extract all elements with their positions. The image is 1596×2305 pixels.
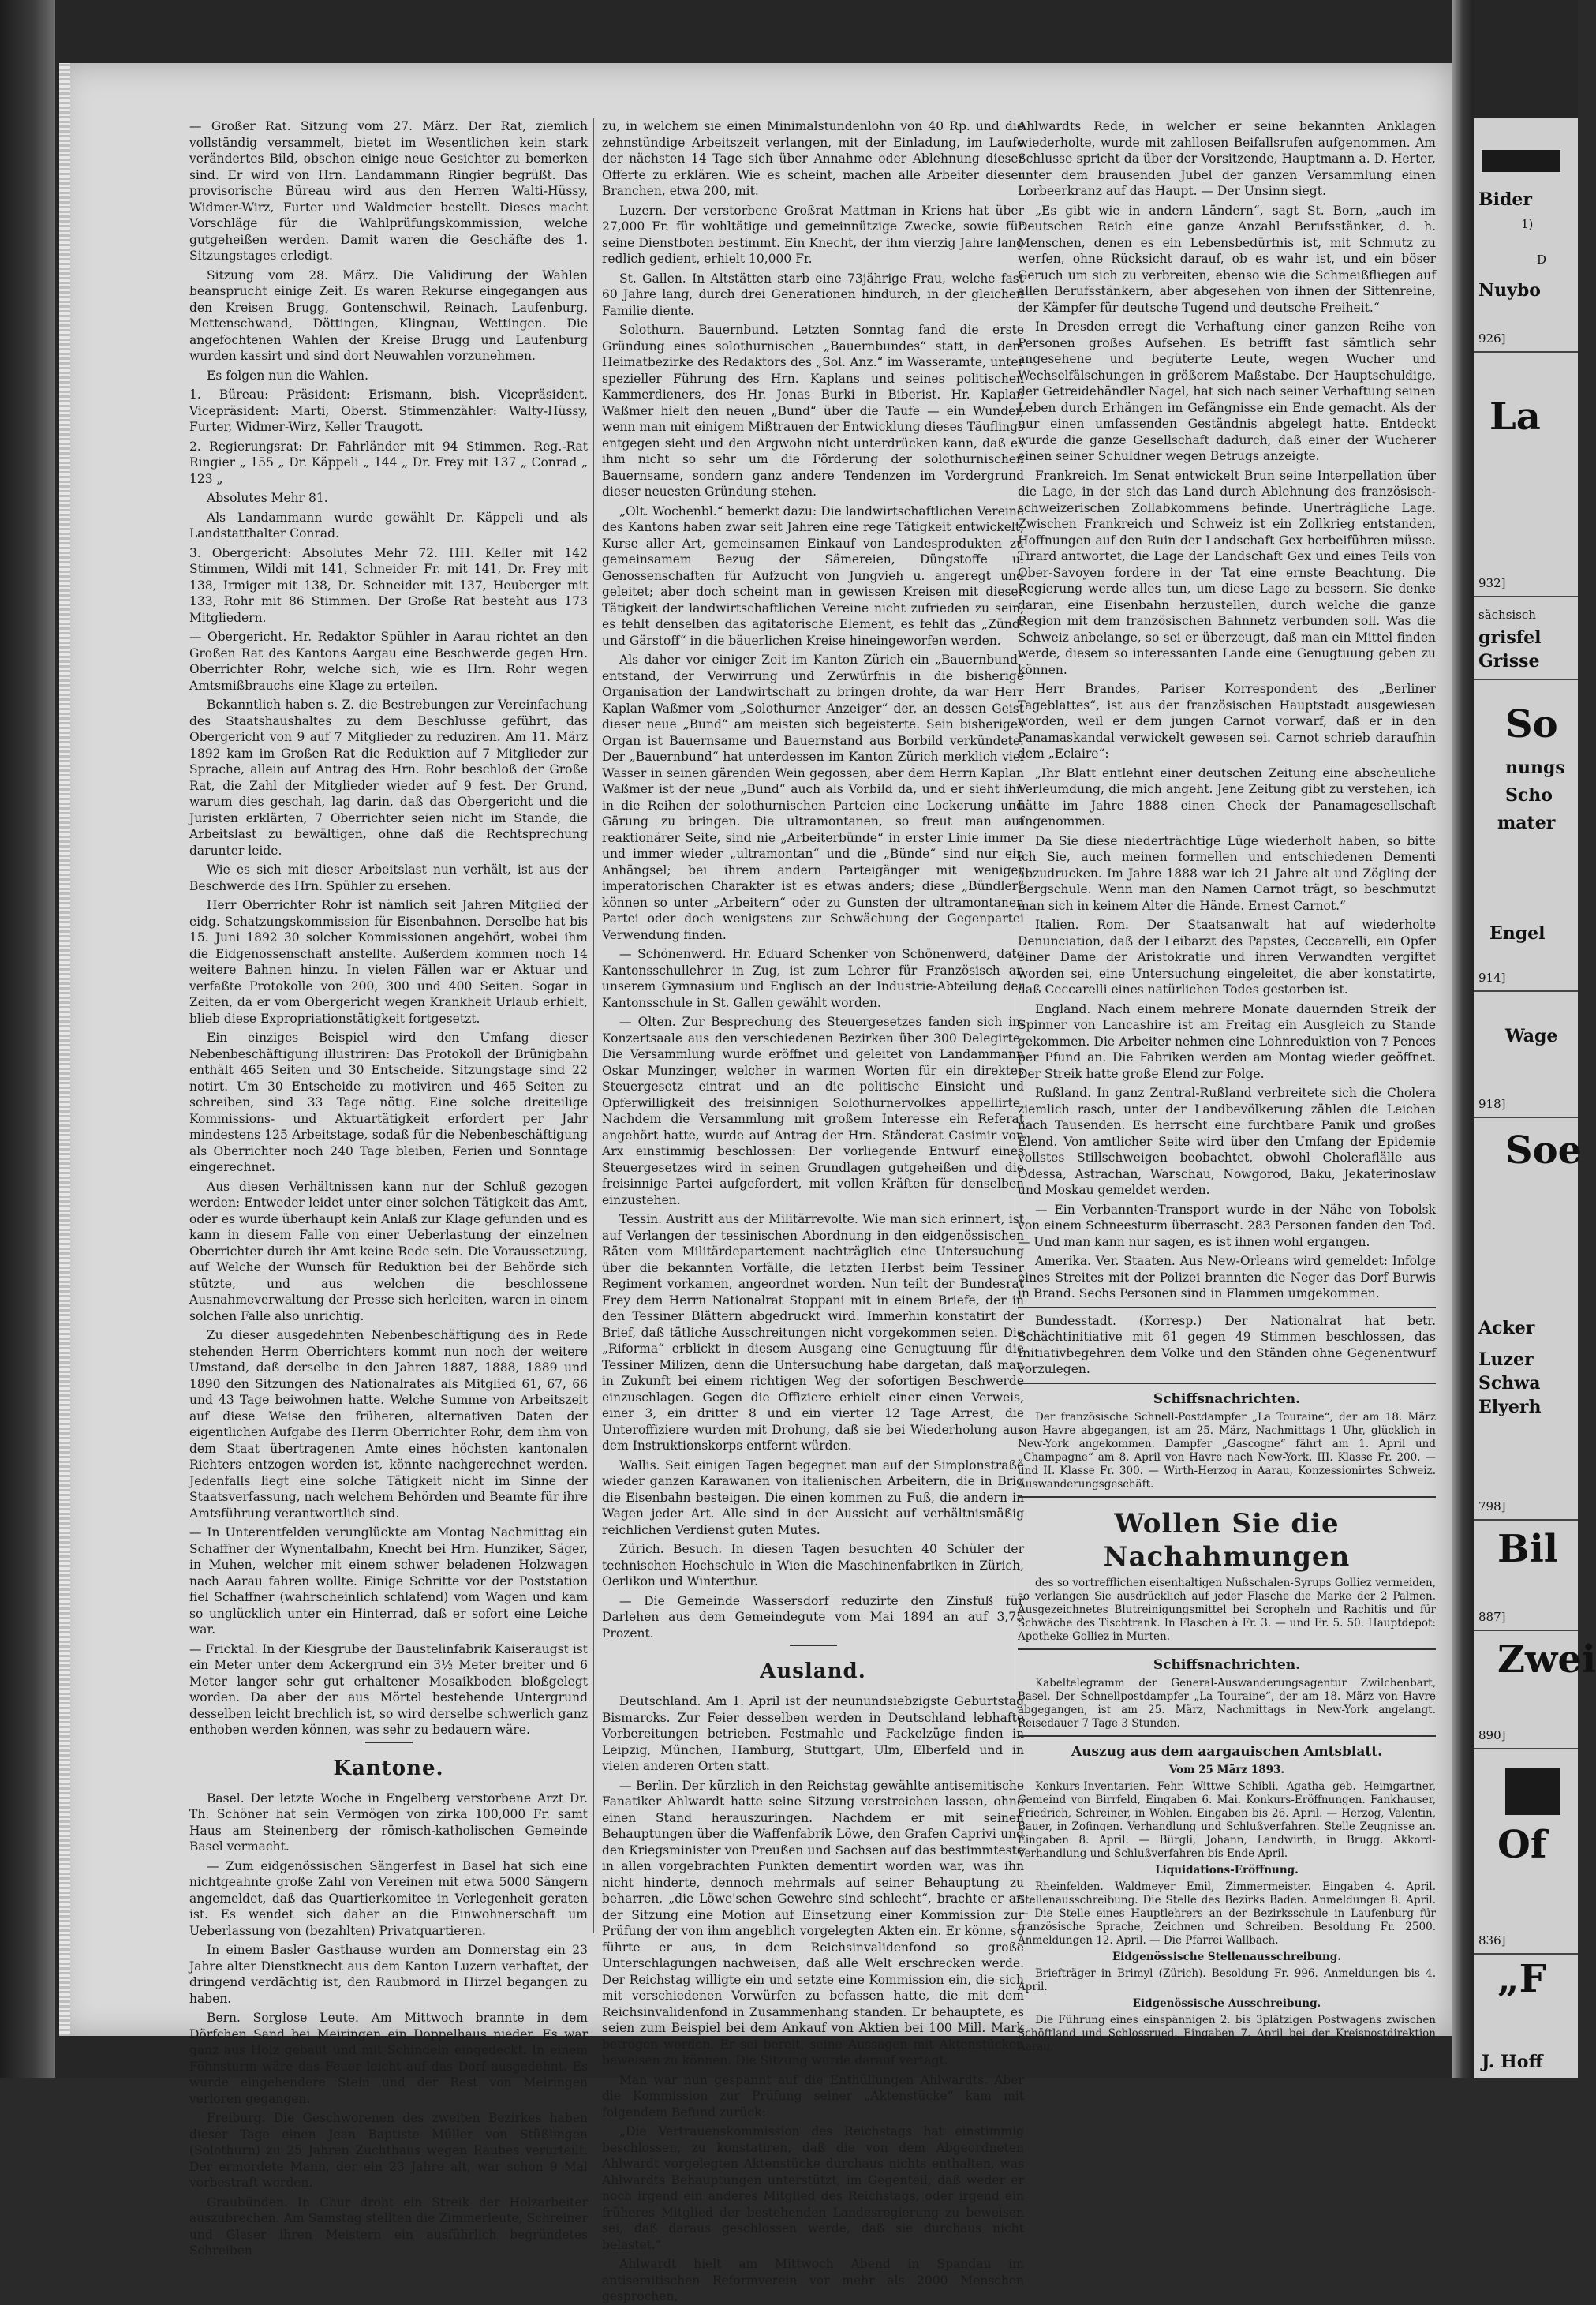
rule	[1474, 990, 1578, 992]
ad-subtitle: Eidgenössische Stellenausschreibung.	[1112, 1950, 1342, 1963]
paragraph: Graubünden. In Chur droht ein Streik der Holzarbeiter auszubrechen. Am Samstag stellten die Zimmerleute, Schreiner und Glaser ihren Meistern ein ausführlich begründetes Schreiben	[189, 2195, 588, 2258]
ad-text: Die Führung eines einspännigen 2. bis 3plätzigen Postwagens zwischen Schöftland und Schlossrued. Eingaben 7. April bei der Kreispostdirektion Aarau.	[1018, 2013, 1436, 2053]
paragraph: 3. Obergericht: Absolutes Mehr 72. HH. Keller mit 142 Stimmen, Wildi mit 141, Schneider Fr. mit 141, Dr. Frey mit 138, Irmiger mit 138, Dr. Schneider mit 137, Heuberger mit 133, Rohr mit 86 Stimmen. Der Große Rat besteht aus 173 Mitgliedern.	[189, 545, 588, 625]
paragraph: Bern. Sorglose Leute. Am Mittwoch brannte in dem Dörfchen Sand bei Meiringen ein Doppelhaus nieder. Es war ganz aus Holz gebaut und mit Schindeln eingedeckt. In einem Föhnsturm wäre das Feuer leicht auf das Dorf ausgedehnt. Es wurde eingehendere Stein und der Rest von Meiringen verloren gegangen.	[189, 2011, 588, 2106]
paragraph: Solothurn. Bauernbund. Letzten Sonntag fand die erste Gründung eines solothurnischen „Bauernbundes“ statt, in dem Heimatbezirke des Redaktors des „Sol. Anz.“ im Wasseramte, unter spezieller Führung des Hrn. Kaplans und seines politischen Kammerdieners, des Hr. Jonas Burki in Biberist. Hr. Kaplan Waßmer hielt den neuen „Bund“ über die Taufe — ein Wunder, wenn man mit einigem Mißtrauen der Entwicklung dieses Täuflings entgegen sieht und den Argwohn nicht unterdrücken kann, daß es ihm nicht so sehr um die Förderung der solothurnischen Bauernsame, sondern ganz andere Tendenzen im Vordergrund dieser neuesten Gründung stehen.	[602, 323, 1024, 499]
fragment-text: sächsisch	[1478, 608, 1536, 622]
paragraph: — Zum eidgenössischen Sängerfest in Basel hat sich eine nichtgeahnte große Zahl von Vereinen mit etwa 5000 Sängern angemeldet, daß das Quartierkomitee in Verlegenheit geraten ist. Es wendet sich daher an die Einwohnerschaft um Ueberlassung von (bezahlten) Privatquartieren.	[189, 1858, 588, 1938]
fragment-text: grisfel	[1478, 627, 1542, 648]
paragraph: Herr Oberrichter Rohr ist nämlich seit Jahren Mitglied der eidg. Schatzungskommission für Eisenbahnen. Derselbe hat bis 15. Juni 1892 30 solcher Kommissionen angehört, wobei ihm die Eidgenossenschaft anstellte. Außerdem kommen noch 14 weitere Bahnen hinzu. In vielen Fällen war er Aktuar und verfaßte Protokolle von 200, 300 und 400 Seiten. Sogar in Zeiten, da er vom Obergericht wegen Krankheit Urlaub erhielt, blieb diese Expropriationstätigkeit fortgesetzt.	[189, 898, 588, 1026]
paragraph: Man war nun gespannt auf die Enthüllungen Ahlwardts. Aber die Kommission zur Prüfung seiner „Aktenstücke“ kam mit folgendem Befund zurück:	[602, 2072, 1024, 2120]
paragraph: St. Gallen. In Altstätten starb eine 73jährige Frau, welche fast 60 Jahre lang, durch drei Generationen hindurch, in der gleichen Familie diente.	[602, 271, 1024, 318]
ad-headline: Wollen Sie die Nachahmungen	[1103, 1507, 1351, 1573]
paragraph: England. Nach einem mehrere Monate dauernden Streik der Spinner von Lancashire ist am Freitag ein Ausgleich zu Stande gekommen. Die Arbeiter nehmen eine Lohnreduktion von 7 Pences per Pfund an. Die Fabriken werden am Montag wieder geöffnet. Der Streik hatte große Elend zur Folge.	[1018, 1001, 1436, 1081]
paragraph: — Obergericht. Hr. Redaktor Spühler in Aarau richtet an den Großen Rat des Kantons Aargau eine Beschwerde gegen Hrn. Oberrichter Rohr, welche sich, wie es Hrn. Rohr wegen Amtsmißbrauchs eine Klage zu erteilen.	[189, 630, 588, 693]
paragraph: zu, in welchem sie einen Minimalstundenlohn von 40 Rp. und die zehnstündige Arbeitszeit verlangen, mit der Einladung, im Laufe der nächsten 14 Tage sich über Annahme oder Ablehnung dieser Offerte zu erklären. Wie es scheint, machen alle Arbeiter dieser Branchen, etwa 200, mit.	[602, 119, 1024, 198]
paragraph: Freiburg. Die Geschworenen des zweiten Bezirkes haben dieser Tage einen Jean Baptiste Müller von Stüßlingen (Solothurn) zu 25 Jahren Zuchthaus wegen Raubes verurteilt. Der ermordete Mann, der ein 23 Jahre alt, war schon 9 Mal vorbestraft worden.	[189, 2111, 588, 2190]
paragraph: „Es gibt wie in andern Ländern“, sagt St. Born, „auch im Deutschen Reich eine ganze Anzahl Berufsstänker, d. h. Menschen, denen es ein Lebensbedürfnis ist, mit Schmutz zu werfen, ohne Rücksicht darauf, ob es wahr ist, und ein böser Geruch um sich zu verbreiten, ebenso wie die Schmeißfliegen auf allen Berufsstänkern, aber abgesehen von ihnen der Sittenreine, der Kämpfer für deutsche Tugend und deutsche Freiheit.“	[1018, 203, 1436, 315]
paragraph: Zu dieser ausgedehnten Nebenbeschäftigung des in Rede stehenden Herrn Oberrichters kommt nun noch der weitere Umstand, daß derselbe in den Jahren 1887, 1888, 1889 und 1890 den Sitzungen des Nationalrates als Mitglied 61, 67, 66 und 43 Tage beiwohnen hatte. Welche Summe von Arbeitszeit auf diese Weise den früheren, alternativen Daten der eigentlichen Aufgabe des Herrn Oberrichter Rohr, dem ihm von dem Staat übertragenen Amte eines höchsten kantonalen Richters entzogen worden ist, könnte nachgerechnet werden. Jedenfalls liegt eine solche Tätigkeit nicht im Sinne der Staatsverfassung, nach welchem Behörden und Beamte für ihre Amtsführung verantwortlich sind.	[189, 1328, 588, 1521]
fragment-text: La	[1489, 395, 1541, 439]
paragraph: — Ein Verbannten-Transport wurde in der Nähe von Tobolsk von einem Schneesturm überrascht. 283 Personen fanden den Tod. — Und man kann nur sagen, es ist ihnen wohl ergangen.	[1018, 1202, 1436, 1249]
rule	[1474, 596, 1578, 597]
ad-subtitle: Liquidations-Eröffnung.	[1155, 1863, 1299, 1877]
fragment-text: Of	[1497, 1823, 1547, 1867]
facing-page-fragment	[1474, 118, 1596, 2078]
fragment-text: 798]	[1478, 1499, 1506, 1514]
column-3	[1018, 118, 1436, 2053]
fragment-text: Bil	[1497, 1527, 1559, 1571]
ad-title: Auszug aus dem aargauischen Amtsblatt.	[1071, 1743, 1383, 1760]
paragraph: Rußland. In ganz Zentral-Rußland verbreitete sich die Cholera ziemlich rasch, unter der Landbevölkerung zählen die Leichen nach Tausenden. Es herrscht eine furchtbare Panik und großes Elend. Von amtlicher Seite wird über den Umfang der Epidemie vollstes Stillschweigen beobachtet, obwohl Choleraflälle aus Odessa, Astrachan, Warschau, Nowgorod, Baku, Jekaterinoslaw und Moskau gemeldet werden.	[1018, 1086, 1436, 1197]
advertisement-golliez	[1018, 1496, 1436, 1644]
paragraph: Da Sie diese niederträchtige Lüge wiederholt haben, so bitte ich Sie, auch meinen formellen und entschiedenen Dementi abzudrucken. Im Jahre 1888 war ich 21 Jahre alt und Zögling der Bergschule. Wenn man den Namen Carnot trägt, so beschmutzt man sich in keinem Alter die Hände. Ernest Carnot.“	[1018, 833, 1436, 913]
paragraph: Italien. Rom. Der Staatsanwalt hat auf wiederholte Denunciation, daß der Leibarzt des Papstes, Ceccarelli, ein Opfer einer Dame der Aristokratie und ihren Verwandten vergiftet worden sei, eine Untersuchung eingeleitet, die aber konstatirte, daß Ceccarelli eines natürlichen Todes gestorben ist.	[1018, 918, 1436, 997]
ad-text: Briefträger in Brimyl (Zürich). Besoldung Fr. 996. Anmeldungen bis 4. April.	[1018, 1966, 1436, 1993]
ad-text: Der französische Schnell-Postdampfer „La Touraine“, der am 18. März von Havre abgegangen, ist am 25. März, Nachmittags 1 Uhr, glücklich in New-York angekommen. Dampfer „Gascogne“ fährt am 1. April und „Champagne“ am 8. April von Havre nach New-York. III. Klasse Fr. 200. — und II. Klasse Fr. 300. — Wirth-Herzog in Aarau, Konzessionirtes Schweiz. Auswanderungsgeschäft.	[1018, 1410, 1436, 1491]
fragment-text: nungs	[1505, 758, 1565, 778]
fragment-text: Zwei	[1497, 1637, 1596, 1682]
ad-title: Schiffsnachrichten.	[1153, 1656, 1301, 1673]
paragraph: Bekanntlich haben s. Z. die Bestrebungen zur Vereinfachung des Staatshaushaltes zu dem Beschlusse geführt, das Obergericht von 9 auf 7 Mitglieder zu reduziren. Am 11. März 1892 kam im Großen Rat die Reduktion auf 7 Mitglieder zur Sprache, allein auf Antrag des Hrn. Rohr beschloß der Große Rat, die Zahl der Mitglieder wieder auf 9 fest. Der Grund, warum dies geschah, lag darin, daß das Obergericht und die Juristen erklärten, 7 Oberrichter seien nicht im Stande, die Arbeitslast zu bewältigen, ohne daß die Rechtsprechung darunter leide.	[189, 698, 588, 858]
fragment-text: Soe	[1505, 1128, 1583, 1173]
section-heading-ausland: Ausland.	[760, 1660, 866, 1683]
fragment-text: Grisse	[1478, 651, 1540, 672]
paragraph: Frankreich. Im Senat entwickelt Brun seine Interpellation über die Lage, in der sich das Land durch Ablehnung des französisch-schweizerischen Zollabkommens befinde. Unerträgliche Lage. Zwischen Frankreich und Schweiz ist ein Zollkrieg entstanden, Hoffnungen auf den Ruin der Landschaft Gex herbeiführen müsse. Tirard antwortet, die Lage der Landschaft Gex und eines Teils von Ober-Savoyen fordere in der Tat eine ernste Beachtung. Die Regierung werde alles tun, um diese Lage zu bessern. Sie denke daran, eine Eisenbahn herzustellen, durch welche die ganze Region mit dem französischen Bahnnetz verbunden soll. Was die Schweiz anbelange, so sei er überzeugt, daß man ein Mittel finden werde, diesem so interessanten Lande eine Genugtuung geben zu können.	[1018, 468, 1436, 677]
rule	[1474, 351, 1578, 353]
fragment-text: 914]	[1478, 971, 1506, 985]
rule	[1474, 1519, 1578, 1521]
paragraph: — Berlin. Der kürzlich in den Reichstag gewählte antisemitische Fanatiker Ahlwardt hatte seine Sitzung verstreichen lassen, ohne einen Stand herauszuringen. Nachdem er mit seinen Behauptungen über die Waffenfabrik Löwe, den Grafen Caprivi und den Kriegsminister von Preußen und Sachsen auf das bestimmteste in allen vorgebrachten Punkten dementirt worden war, was ihn nicht hinderte, dennoch mehrmals auf seiner Behauptung zu beharren, „die Löwe'schen Gewehre sind schlecht“, brachte er an der Sitzung eine Motion auf Einsetzung einer Kommission zur Prüfung der von ihm angeblich vorgelegten Akten ein. Er könne, so führte er aus, in dem Reichsinvalidenfond so große Unterschlagungen nachweisen, daß alle Welt erschrecken werde. Der Reichstag willigte ein und setzte eine Kommission ein, die sich mit verschiedenen Vorwürfen zu befassen hatte, die mit dem Reichsinvalidenfond in Zusammenhang standen. Er behauptete, es seien zum Beispiel bei dem Ankauf von Aktien bei 100 Mill. Mark betrogen worden. Er sei bereit, seine Aussagen mit Aktenstücken beweisen zu können. Die Sitzung wurde darauf vertagt.	[602, 1778, 1024, 2067]
section-heading-kantone: Kantone.	[333, 1756, 444, 1780]
paragraph: Luzern. Der verstorbene Großrat Mattman in Kriens hat über 27,000 Fr. für wohltätige und gemeinnützige Zwecke, sowie für seine Dienstboten bestimmt. Ein Knecht, der ihm vierzig Jahre lang redlich gedient, erhielt 10,000 Fr.	[602, 203, 1024, 266]
ad-text: Kabeltelegramm der General-Auswanderungsagentur Zwilchenbart, Basel. Der Schnellpostdampfer „La Touraine“, der am 18. März von Havre abgegangen, ist am 25. März, Nachmittags in New-York angelangt. Reisedauer 7 Tage 3 Stunden.	[1018, 1676, 1436, 1730]
paragraph: Basel. Der letzte Woche in Engelberg verstorbene Arzt Dr. Th. Schöner hat sein Vermögen von zirka 100,000 Fr. samt Haus am Steinenberg der römisch-katholischen Gemeinde Basel vermacht.	[189, 1790, 588, 1854]
paragraph: 1. Büreau: Präsident: Erismann, bish. Vicepräsident. Vicepräsident: Marti, Oberst. Stimmenzähler: Walty-Hüssy, Furter, Widmer-Wirz, Keller Traugott.	[189, 387, 588, 434]
paragraph: Ahlwardts Rede, in welcher er seine bekannten Anklagen wiederholte, wurde mit zahllosen Beifallsrufen aufgenommen. Am Schlusse spricht da über der Vorsitzende, Hauptmann a. D. Herter, unter dem brausenden Jubel der ganzen Versammlung einen Lorbeerkranz auf das Haupt. — Der Unsinn siegt.	[1018, 119, 1436, 198]
book-spine	[1452, 0, 1474, 2078]
paragraph: Sitzung vom 28. März. Die Validirung der Wahlen beansprucht einige Zeit. Es waren Rekurse eingegangen aus den Kreisen Brugg, Gontenschwil, Reinach, Laufenburg, Mettenschwand, Döttingen, Klingnau, Wettingen. Die angefochtenen Wahlen der Kreise Brugg und Laufenburg wurden kassirt und sind dort Neuwahlen vorzunehmen.	[189, 268, 588, 363]
fragment-text: mater	[1497, 813, 1556, 833]
page-edge	[59, 63, 70, 2036]
fragment-text: So	[1505, 702, 1558, 747]
paragraph: Wie es sich mit dieser Arbeitslast nun verhält, ist aus der Beschwerde des Hrn. Spühler zu ersehen.	[189, 863, 588, 893]
paragraph: Absolutes Mehr 81.	[207, 491, 328, 505]
fragment-text: Acker	[1478, 1318, 1535, 1338]
paragraph: Herr Brandes, Pariser Korrespondent des „Berliner Tageblattes“, ist aus der französischen Hauptstadt ausgewiesen worden, weil er dem jungen Carnot vorwarf, daß er in den Panamaskandal verwickelt gewesen sei. Carnot schrieb daraufhin dem „Eclaire“:	[1018, 682, 1436, 761]
news-block-bundesstadt	[1018, 1307, 1436, 1378]
paragraph: Amerika. Ver. Staaten. Aus New-Orleans wird gemeldet: Infolge eines Streites mit der Polizei brannten die Neger das Dorf Burwis in Brand. Sechs Personen sind in Flammen umgekommen.	[1018, 1254, 1436, 1300]
rule	[1474, 1953, 1578, 1955]
rule	[1474, 1630, 1578, 1631]
fragment-text: 887]	[1478, 1610, 1506, 1624]
rule	[1474, 679, 1578, 680]
paragraph: — Olten. Zur Besprechung des Steuergesetzes fanden sich im Konzertsaale aus den verschiedenen Bezirken über 300 Delegirte. Die Versammlung wurde eröffnet und geleitet von Landammann Oskar Munzinger, welcher in warmen Worten für ein direktes Steuergesetz eintrat und an die politische Einsicht und Opferwilligkeit des freisinnigen Solothurnervolkes appellirte. Nachdem die Versammlung mit großem Interesse ein Referat angehört hatte, wurde auf Antrag der Hrn. Ständerat Casimir von Arx einstimmig beschlossen: Der vorliegende Entwurf eines Steuergesetzes wird in seinen Grundlagen gutgeheißen und die freisinnige Partei aufgefordert, mit vollen Kräften für denselben einzustehen.	[602, 1015, 1024, 1207]
column-rule-1	[593, 118, 594, 1933]
paragraph: — Schönenwerd. Hr. Eduard Schenker von Schönenwerd, dato Kantonsschullehrer in Zug, ist zum Lehrer für Französisch an unserem Gymnasium und Englisch an der Industrie-Abteilung der Kantonsschule in St. Gallen gewählt worden.	[602, 947, 1024, 1010]
column-1	[189, 118, 588, 2258]
section-rule	[365, 1742, 413, 1743]
fragment-text: J. Hoff	[1482, 2052, 1543, 2072]
animal-silhouette-icon	[1505, 1768, 1560, 1815]
fragment-text: Nuybo	[1478, 280, 1541, 301]
fragment-text: 926]	[1478, 331, 1506, 346]
fragment-text: 836]	[1478, 1933, 1506, 1948]
rule	[1474, 1117, 1578, 1118]
official-gazette-extract	[1018, 1735, 1436, 2054]
paragraph: — Die Gemeinde Wassersdorf reduzirte den Zinsfuß für Darlehen aus dem Gemeindegute vom Mai 1894 an auf 3,75 Prozent.	[602, 1593, 1024, 1641]
fragment-text: Bider	[1478, 189, 1532, 210]
fragment-text: Engel	[1489, 923, 1546, 944]
paragraph: Deutschland. Am 1. April ist der neunundsiebzigste Geburtstag Bismarcks. Zur Feier desselben werden in Deutschland lebhafte Vorbereitungen betrieben. Festmahle und Fackelzüge finden in Leipzig, München, Hamburg, Stuttgart, Ulm, Elberfeld und in vielen anderen Orten statt.	[602, 1694, 1024, 1773]
paragraph: Wallis. Seit einigen Tagen begegnet man auf der Simplonstraße wieder ganzen Karawanen von italienischen Arbeitern, die in Brig die Eisenbahn besteigen. Die einen kommen zu Fuß, die andern in Wagen jeder Art. Alle sind in der Aussicht auf verhältnismäßig reichlichen Verdienst guten Mutes.	[602, 1457, 1024, 1537]
paragraph: Ein einziges Beispiel wird den Umfang dieser Nebenbeschäftigung illustriren: Das Protokoll der Brünigbahn enthält 465 Seiten und 30 Entscheide. Sitzungstage sind 22 notirt. Um 30 Entscheide zu motiviren und 465 Seiten zu schreiben, sind 33 Tage nötig. Eine solche dreiteilige Kommissions- und Aktuartätigkeit erfordert per Jahr mindestens 125 Arbeitstage, sodaß für die Nebenbeschäftigung als Oberrichter noch 240 Tage bleiben, Ferien und Sonntage eingerechnet.	[189, 1031, 588, 1174]
paragraph: „Olt. Wochenbl.“ bemerkt dazu: Die landwirtschaftlichen Vereine des Kantons haben zwar seit Jahren eine rege Tätigkeit entwickelt, Kurse aller Art, gemeinsamen Einkauf von Landesprodukten zu gemeinsamem Bezug der Sämereien, Düngstoffe u. Genossenschaften für Aufzucht von Jungvieh u. angeregt und geleitet; aber doch scheint man in gewissen Kreisen mit dieser Tätigkeit der landwirtschaftlichen Vereine nicht zufrieden zu sein, es fehlt denselben das agitatorische Element, es fehlt das „Zünd- und Gärstoff“ in die bäuerlichen Kreise hineingeworfen werden.	[602, 503, 1024, 648]
paragraph: — In Unterentfelden verunglückte am Montag Nachmittag ein Schaffner der Wynentalbahn, Knecht bei Hrn. Hunziker, Säger, in Muhen, welcher mit einem schwer beladenen Holzwagen nach Aarau fahren wollte. Einige Schritte vor der Poststation fiel Schaffner (wahrscheinlich schlafend) vom Wagen und kam so unglücklich unter ein Hinterrad, daß er sofort eine Leiche war.	[189, 1525, 588, 1637]
paragraph: Tessin. Austritt aus der Militärrevolte. Wie man sich erinnert, ist auf Verlangen der tessinischen Abordnung in den eidgenössischen Räten vom Militärdepartement nachträglich eine Untersuchung über die bekannten Vorfälle, die letzten Herbst beim Tessiner Regiment vorkamen, angeordnet worden. Nun teilt der Bundesrat Frey dem Herrn Nationalrat Stoppani mit in einem Briefe, der in den Tessiner Blättern abgedruckt wird. Immerhin konstatirt der Brief, daß tätliche Ausschreitungen nicht vorgekommen seien. Die „Riforma“ erblickt in diesem Ausgang eine Genugtuung für die Tessiner Milizen, denn die Untersuchung habe dargetan, daß man in Zukunft bei einem richtigen Weg der sofortigen Beschwerde einzuschlagen. Gegen die Offiziere erhielt einer einen Verweis, einer 3, ein dritter 8 und ein vierter 12 Tage Arrest, die Unteroffiziere wurden mit Drohung, daß sie bei Wiederholung aus dem Instruktionskorps entfernt würden.	[602, 1212, 1024, 1453]
fragment-text: Schwa	[1478, 1373, 1541, 1394]
paragraph: Bundesstadt. (Korresp.) Der Nationalrat hat betr. Schächtinitiative mit 61 gegen 49 Stimmen beschlossen, das Initiativbegehren dem Volke und den Ständen ohne Gegenentwurf vorzulegen.	[1018, 1313, 1436, 1376]
paragraph: Es folgen nun die Wahlen.	[207, 368, 368, 383]
fragment-text: D	[1537, 253, 1547, 267]
fragment-text: Scho	[1505, 785, 1553, 806]
paragraph: Ahlwardt hielt am Mittwoch Abend in Spandau im antisemitischen Reformverein vor mehr als 2000 Menschen gesprochen,	[602, 2257, 1024, 2303]
paragraph: In Dresden erregt die Verhaftung einer ganzen Reihe von Personen großes Aufsehen. Es betrifft fast sämtlich sehr angesehene und begüterte Leute, wegen Wucher und Wechselfälschungen in größerem Maßstabe. Der Hauptschuldige, der Getreidehändler Nagel, hat sich nach seiner Verhaftung seinen Leben durch Erhängen im Gefängnisse ein Ende gemacht. Als der nur einen umfassenden Geständnis abgelegt hatte. Entdeckt wurde die ganze Gesellschaft dadurch, daß einer der Wucherer einen seiner Schuldner wegen Betrugs anzeigte.	[1018, 320, 1436, 463]
fragment-text: 890]	[1478, 1728, 1506, 1742]
fragment-text: 1)	[1521, 217, 1534, 231]
section-rule	[790, 1645, 837, 1646]
fragment-text: Luzer	[1478, 1349, 1534, 1370]
paragraph: — Fricktal. In der Kiesgrube der Baustelinfabrik Kaiseraugst ist ein Meter unter dem Ackergrund ein 3½ Meter breiter und 6 Meter langer sehr gut erhaltener Mosaikboden bloßgelegt worden. Da aber der aus Mörtel bestehende Untergrund desselben leicht brechlich ist, so wird derselbe schwerlich ganz enthoben werden können, was sehr zu bedauern wäre.	[189, 1641, 588, 1737]
paragraph: Aus diesen Verhältnissen kann nur der Schluß gezogen werden: Entweder leidet unter einer solchen Tätigkeit das Amt, oder es wurde überhaupt kein Anlaß zur Klage gefunden und es kann in diesem Falle von einer Ueberlastung der einzelnen Oberrichter durch ihr Amt keine Rede sein. Die Voraussetzung, auf Welche der Wunsch für Reduktion bei der Behörde sich stützte, und aus welchen die beschlossene Ausnahmeverwaltung der Presse sich herleiten, waren in einem solchen Falle also unrichtig.	[189, 1179, 588, 1323]
fragment-text: Wage	[1505, 1026, 1558, 1046]
fragment-text: Elyerh	[1478, 1397, 1542, 1417]
paragraph: Zürich. Besuch. In diesen Tagen besuchten 40 Schüler der technischen Hochschule in Wien die Maschinenfabriken in Zürich, Oerlikon und Winterthur.	[602, 1542, 1024, 1588]
fragment-text: 918]	[1478, 1097, 1506, 1111]
ad-text: Rheinfelden. Waldmeyer Emil, Zimmermeister. Eingaben 4. April. Stellenausschreibung. Die Stelle des Bezirks Baden. Anmeldungen 8. April. — Die Stelle eines Hauptlehrers an der Bezirksschule in Laufenburg für französische Sprache, Zeichnen und Schreiben. Besoldung Fr. 2500. Anmeldungen 12. April. — Die Pfarrei Wallbach.	[1018, 1880, 1436, 1947]
ad-date: Vom 25 März 1893.	[1168, 1763, 1285, 1776]
fragment-text: „F	[1497, 1957, 1546, 2001]
paragraph: „Ihr Blatt entlehnt einer deutschen Zeitung eine abscheuliche Verleumdung, die mich angeht. Jene Zeitung gibt zu verstehen, ich hätte im Jahre 1888 einen Check der Panamagesellschaft angenommen.	[1018, 765, 1436, 829]
column-2	[602, 118, 1024, 2303]
ad-text: des so vortrefflichen eisenhaltigen Nußschalen-Syrups Golliez vermeiden, so verlangen Sie ausdrücklich auf jeder Flasche die Marke der 2 Palmen. Ausgezeichnetes Blutreinigungsmittel bei Scropheln und Rachitis und für Schwäche des Tischtrank. In Flaschen à Fr. 3. — und Fr. 5. 50. Hauptdepot: Apotheke Golliez in Murten.	[1018, 1576, 1436, 1643]
fragment-text: 932]	[1478, 576, 1506, 590]
left-gutter	[0, 0, 55, 2078]
advertisement-shipping-2	[1018, 1648, 1436, 1731]
paragraph: — Großer Rat. Sitzung vom 27. März. Der Rat, ziemlich vollständig versammelt, bietet im Wesentlichen kein stark verändertes Bild, obschon einige neue Gesichter zu bemerken sind. Er wird von Hrn. Landammann Ringier begrüßt. Das provisorische Büreau wird aus den Herren Walti-Hüssy, Widmer-Wirz, Furter und Waldmeier bestellt. Dieses macht Vorschläge für die Wahlprüfungskommission, welche gutgeheißen werden. Damit waren die Geschäfte des 1. Sitzungstages erledigt.	[189, 119, 588, 263]
ad-text: Konkurs-Inventarien. Fehr. Wittwe Schibli, Agatha geb. Heimgartner, Gemeind von Birrfeld, Eingaben 6. Mai. Konkurs-Eröffnungen. Fankhauser, Friedrich, Schreiner, in Wohlen, Eingaben bis 26. April. — Herzog, Valentin, Bauer, in Zofingen. Verhandlung und Schlußverfahren. Stelle Zeugnisse an. Eingaben 8. April. — Bürgli, Johann, Landwirth, in Brugg. Akkord-Verhandlung und Schlußverfahren bis Ende April.	[1018, 1779, 1436, 1860]
ad-subtitle: Eidgenössische Ausschreibung.	[1132, 1996, 1321, 2010]
ad-block	[1482, 150, 1560, 172]
paragraph: 2. Regierungsrat: Dr. Fahrländer mit 94 Stimmen. Reg.-Rat Ringier „ 155 „ Dr. Käppeli „ 144 „ Dr. Frey mit 137 „ Conrad „ 123 „	[189, 439, 588, 486]
paragraph: In einem Basler Gasthause wurden am Donnerstag ein 23 Jahre alter Dienstknecht aus dem Kanton Luzern verhaftet, der dringend verdächtig ist, den Raubmord in Hirzel begangen zu haben.	[189, 1943, 588, 2006]
ad-title: Schiffsnachrichten.	[1153, 1390, 1301, 1407]
paragraph: Als Landammann wurde gewählt Dr. Käppeli und als Landstatthalter Conrad.	[189, 510, 588, 541]
advertisement-shipping-1	[1018, 1383, 1436, 1491]
rule	[1474, 1748, 1578, 1749]
paragraph: „Die Vertrauenskommission des Reichstags hat einstimmig beschlossen, zu konstatiren, daß die von dem Abgeordneten Ahlwardt vorgelegten Aktenstücke durchaus nichts enthalten, was Ahlwardts Behauptungen unterstützt, im Gegenteil, daß weder er noch irgend ein anderes Mitglied des Reichstags, oder irgend ein früheres Mitglied der bestehenden Landesregierung zu beweisen sei, daß daraus geschlossen werde, daß sie durchaus nicht belastet.“	[602, 2124, 1024, 2252]
paragraph: Als daher vor einiger Zeit im Kanton Zürich ein „Bauernbund“ entstand, der Verwirrung und Zerwürfnis in die bisherige Organisation der Landwirtschaft zu bringen drohte, da war Herr Kaplan Waßmer vom „Solothurner Anzeiger“ der, an dessen Geist dieser neue „Bund“ am meisten sich begeisterte. Sein bisheriges Organ ist Bauernsame und Bauernstand aus Borbild verkündete. Der „Bauernbund“ hat unterdessen im Kanton Zürich merklich viel Wasser in seinen gärenden Wein gegossen, aber dem Herrn Kaplan Waßmer ist der neue „Bund“ auch als Vorbild da, und er sieht ihn in die Reihen der solothurnischen Parteien eine Lockerung und Gärung zu bringen. Die ultramontanen, so freut man auf reaktionärer Seite, sind nie „Arbeiterbünde“ in erster Linie immer und immer wieder „ultramontan“ und die „Bünde“ sind nur ein Anhängsel; bei ihrem andern Parteigänger mit weniger imperatorischen Charakter ist es etwas anders; diese „Bündler“ können so unter „Arbeitern“ oder zu Gunsten der ultramontanen Partei oder doch wenigstens zur Schwächung der Gegenpartei Verwendung finden.	[602, 653, 1024, 942]
